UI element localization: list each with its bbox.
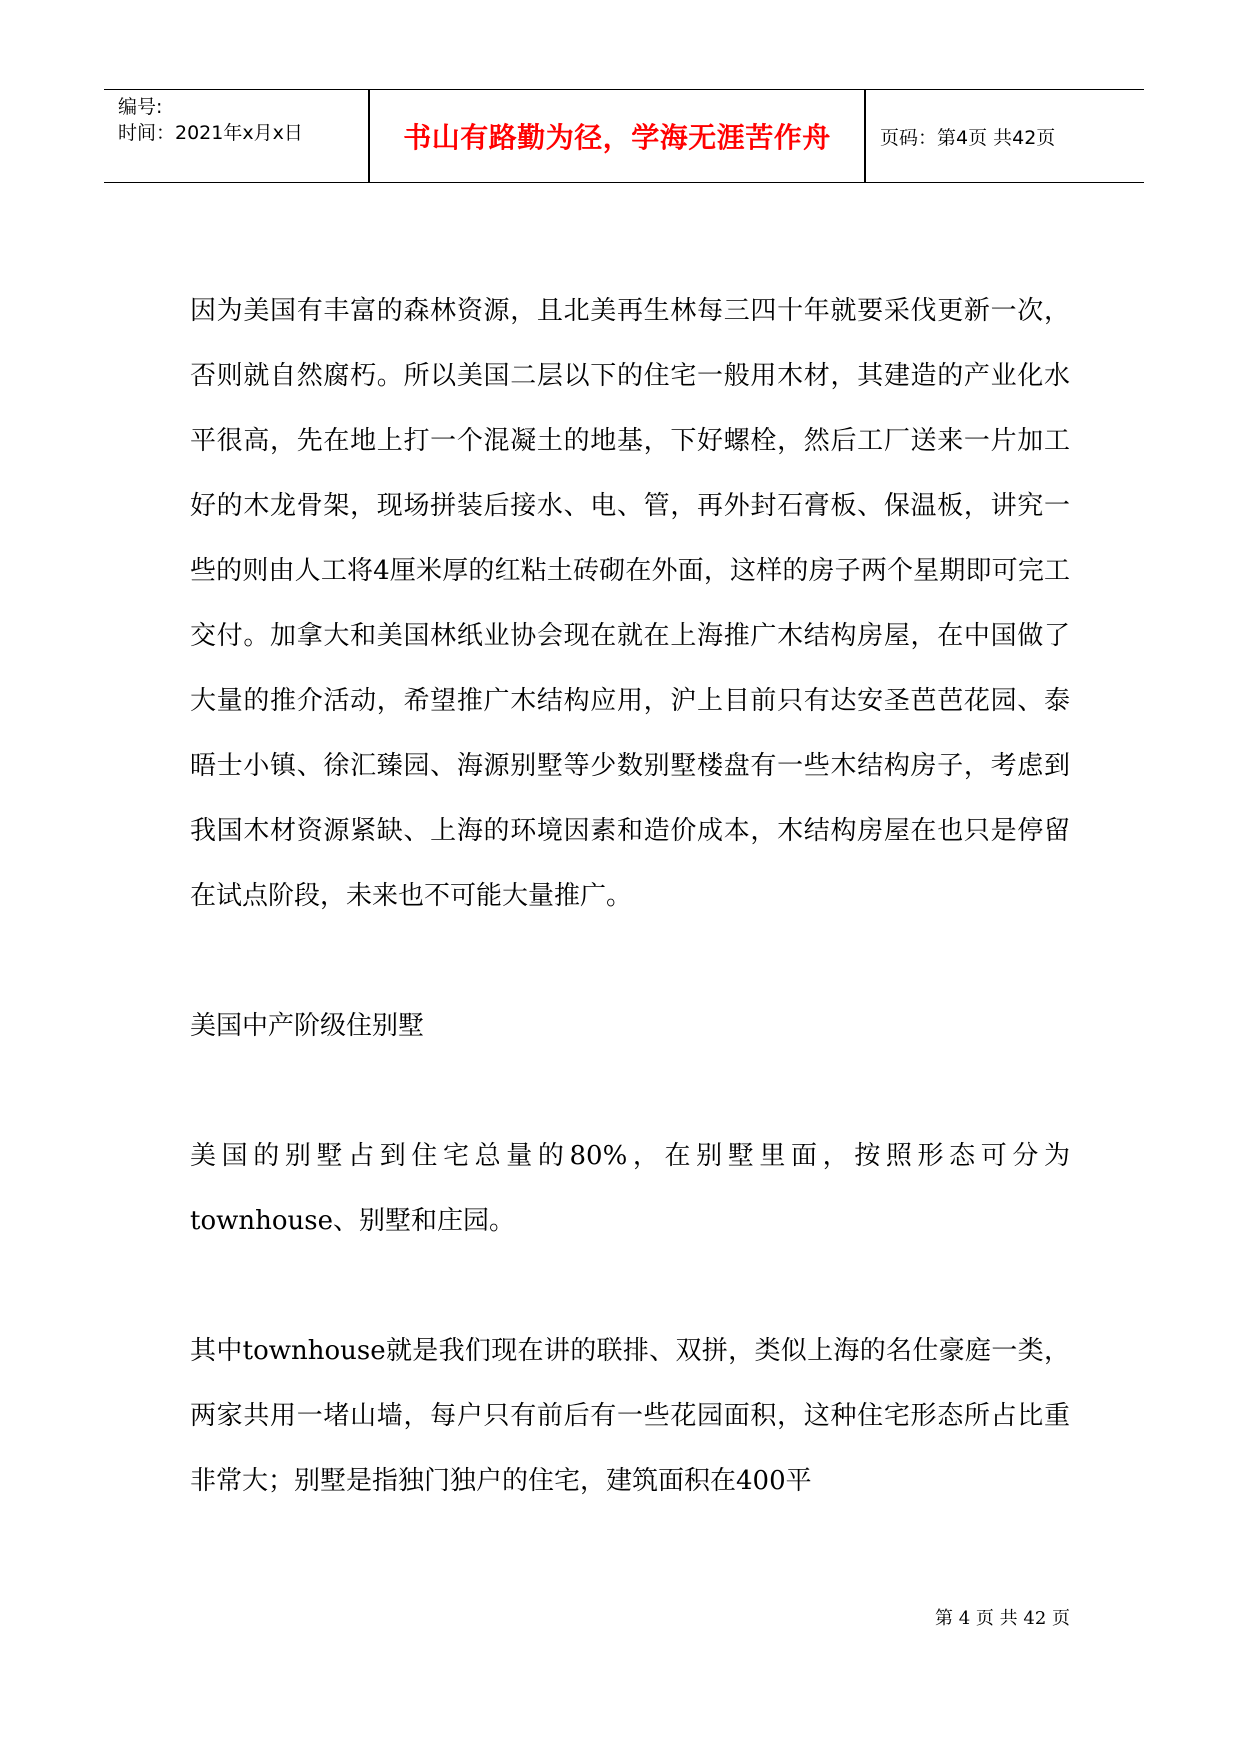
- header-motto: 书山有路勤为径，学海无涯苦作舟: [403, 121, 831, 154]
- header-motto-cell: [370, 90, 864, 182]
- document-body: [190, 279, 1070, 1514]
- section-heading: 美国中产阶级住别墅: [190, 1011, 425, 1041]
- page-footer: 第 4 页 共 42 页: [935, 1608, 1070, 1629]
- date-label: 时间：2021年x月x日: [118, 122, 303, 144]
- header-page-cell: [866, 90, 1144, 182]
- document-header: [104, 89, 1144, 183]
- header-meta-cell: [104, 90, 368, 182]
- body-paragraph: 美国的别墅占到住宅总量的80%，在别墅里面，按照形态可分为townhouse、别墅和庄园。: [190, 1141, 1070, 1236]
- header-page-info: 页码：第4页 共42页: [880, 126, 1056, 149]
- serial-number-label: 编号:: [118, 96, 163, 118]
- body-paragraph: 其中townhouse就是我们现在讲的联排、双拼，类似上海的名仕豪庭一类，两家共用一堵山墙，每户只有前后有一些花园面积，这种住宅形态所占比重非常大；别墅是指独门独户的住宅，建筑面积在400平: [190, 1336, 1070, 1496]
- body-paragraph: 因为美国有丰富的森林资源，且北美再生林每三四十年就要采伐更新一次，否则就自然腐朽。所以美国二层以下的住宅一般用木材，其建造的产业化水平很高，先在地上打一个混凝土的地基，下好螺栓，然后工厂送来一片加工好的木龙骨架，现场拼装后接水、电、管，再外封石膏板、保温板，讲究一些的则由人工将4厘米厚的红粘土砖砌在外面，这样的房子两个星期即可完工交付。加拿大和美国林纸业协会现在就在上海推广木结构房屋，在中国做了大量的推介活动，希望推广木结构应用，沪上目前只有达安圣芭芭花园、泰晤士小镇、徐汇臻园、海源别墅等少数别墅楼盘有一些木结构房子，考虑到我国木材资源紧缺、上海的环境因素和造价成本，木结构房屋在也只是停留在试点阶段，未来也不可能大量推广。: [190, 296, 1070, 911]
